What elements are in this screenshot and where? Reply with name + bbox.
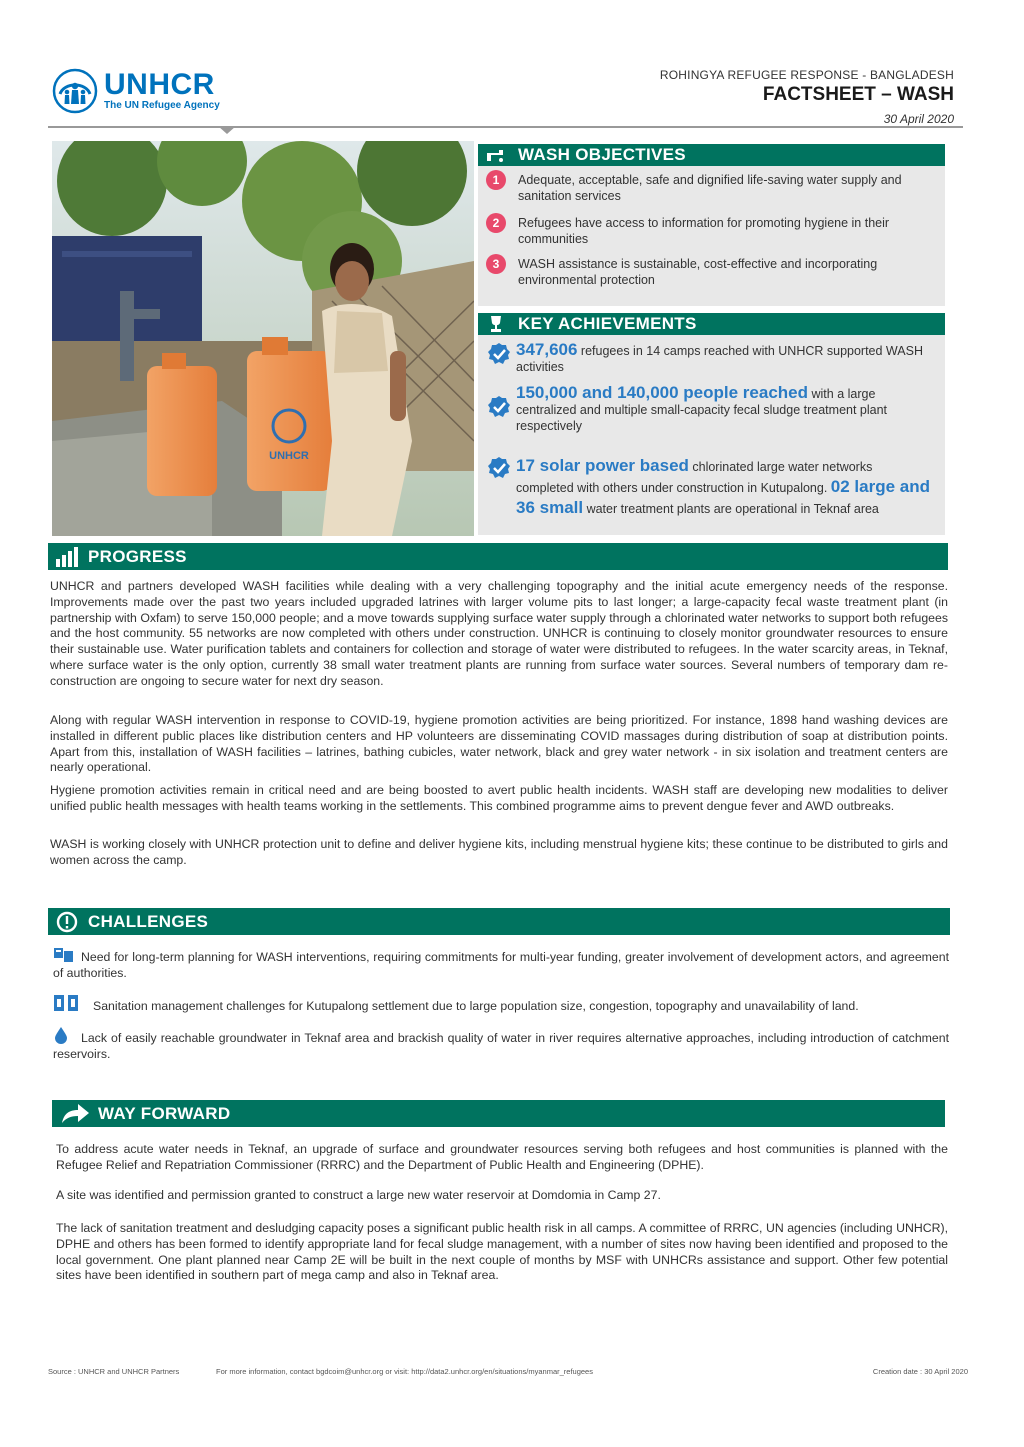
achievement-highlight: 150,000 and 140,000 people reached <box>516 383 809 402</box>
achievement-highlight-2: 02 large and 36 small <box>516 477 930 517</box>
wash-objectives-panel <box>478 144 945 306</box>
header-divider <box>48 126 963 128</box>
unhcr-logo <box>52 68 232 114</box>
page-title: FACTSHEET – WASH <box>762 84 954 105</box>
wash-objectives-heading: WASH OBJECTIVES <box>518 145 686 164</box>
challenges-section-header <box>48 908 950 935</box>
objective-item <box>486 172 935 204</box>
objective-number: 1 <box>486 170 506 190</box>
objective-text: Refugees have access to information for promoting hygiene in their communities <box>518 216 890 246</box>
way-forward-paragraph: The lack of sanitation treatment and desludging capacity poses a significant public health risk in all camps. A committee of RRRC, UN agencies (including UNHCR), DPHE and others has been formed to identify appropriate land for fecal sludge management, with a number of sites now having been identified and proposed to the local government. One plant planned near Camp 2E will be built in the next couple of months by MSF with UNHCRs assistance and support. Other few potential sites have been identified in southern part of mega camp and also in Teknaf area. <box>56 1221 948 1283</box>
achievement-text: refugees in 14 camps reached with UNHCR supported WASH activities <box>516 344 923 374</box>
key-achievements-panel <box>478 313 945 535</box>
progress-paragraph: Hygiene promotion activities remain in critical need and are being boosted to avert public health incidents. WASH staff are developing new modalities to deliver unified public health messages with health teams working in the settlements. This combined programme aims to prevent dengue fever and AWD outbreaks. <box>50 783 948 813</box>
forward-arrow-icon <box>60 1103 90 1125</box>
objective-text: WASH assistance is sustainable, cost-effective and incorporating environmental protection <box>518 257 878 287</box>
wash-objectives-header <box>478 144 945 166</box>
water-drop-icon <box>53 1026 75 1042</box>
planning-icon <box>53 947 75 963</box>
achievement-item <box>486 385 931 434</box>
cover-photo-illustration <box>52 141 474 536</box>
check-badge-icon <box>486 342 514 375</box>
challenge-item <box>53 1026 949 1063</box>
challenge-item <box>53 947 949 982</box>
challenge-item <box>53 994 949 1015</box>
tap-icon <box>484 146 508 164</box>
challenge-text: Sanitation management challenges for Kutupalong settlement due to large population size, congestion, topography and unavailability of land. <box>93 999 859 1013</box>
objective-text: Adequate, acceptable, safe and dignified life-saving water supply and sanitation services <box>518 173 902 203</box>
alert-icon <box>54 911 80 933</box>
progress-paragraph: WASH is working closely with UNHCR protection unit to define and deliver hygiene kits, including menstrual hygiene kits; these continue to be distributed to girls and women across the camp. <box>50 837 948 867</box>
challenge-text: Need for long-term planning for WASH interventions, requiring commitments for multi-year funding, greater involvement of development actors, and agreement of authorities. <box>53 950 949 980</box>
achievement-highlight: 17 solar power based <box>516 456 689 475</box>
jerrycan-logo-text: UNHCR <box>269 450 309 462</box>
progress-paragraph: UNHCR and partners developed WASH facilities while dealing with a very challenging topography and the initial acute emergency needs of the response. Improvements made over the past two years included upgraded latrines with larger volume pits to last longer; a large-capacity fecal waste treatment plant (in partnership with Oxfam) to serve 150,000 people; and a move towards supplying surface water supply through a chlorinated water networks to support both refugees and the host community. 55 networks are now completed with others under construction. UNHCR is continuing to closely monitor groundwater resources to ensure their sustainable use. Water purification tablets and containers for collection and storage of water were distributed to refugees. In the water scarcity areas, in Teknaf, where surface water is the only option, currently 38 small water treatment plants are running from surface water sources. Several numbers of temporary dam re-construction are ongoing to secure water for next dry season. <box>50 579 948 688</box>
objective-item <box>486 256 935 288</box>
challenges-heading: CHALLENGES <box>88 911 209 931</box>
progress-paragraph: Along with regular WASH intervention in response to COVID-19, hygiene promotion activities are being prioritized. For instance, 1898 hand washing devices are installed in different public places like distribution centers and HP volunteers are disseminating COVID massages during distribution of soap at distribution points. Apart from this, installation of WASH facilities – latrines, bathing cubicles, water network, black and grey water network - in six isolation and treatment centers are nearly operational. <box>50 713 948 775</box>
logo-tagline: The UN Refugee Agency <box>104 100 220 111</box>
header-kicker: ROHINGYA REFUGEE RESPONSE - BANGLADESH <box>659 68 954 82</box>
objective-number: 3 <box>486 254 506 274</box>
header-divider-notch <box>218 126 236 134</box>
header-block <box>660 68 954 126</box>
achievement-text: with a large centralized and multiple small-capacity fecal sludge treatment plant respectively <box>516 387 888 433</box>
achievement-item <box>486 456 931 519</box>
achievement-text: chlorinated large water networks completed with others under construction in Kutupalong. <box>516 460 873 495</box>
way-forward-paragraph: A site was identified and permission granted to construct a large new water reservoir at Domdomia in Camp 27. <box>56 1188 661 1202</box>
achievement-highlight: 347,606 <box>516 340 578 359</box>
way-forward-heading: WAY FORWARD <box>98 1103 231 1123</box>
achievement-text-2: water treatment plants are operational in Teknaf area <box>583 502 879 516</box>
objective-number: 2 <box>486 213 506 233</box>
logo-name: UNHCR <box>104 68 215 101</box>
progress-section-header <box>48 543 948 570</box>
key-achievements-heading: KEY ACHIEVEMENTS <box>518 314 697 333</box>
progress-heading: PROGRESS <box>88 546 187 566</box>
header-date: 30 April 2020 <box>883 112 954 126</box>
bar-chart-icon <box>54 546 80 568</box>
trophy-icon <box>484 315 508 333</box>
latrine-icon <box>53 994 87 1010</box>
way-forward-paragraph: To address acute water needs in Teknaf, an upgrade of surface and groundwater resources serving both refugees and host communities is planned with the Refugee Relief and Repatriation Commissioner (RRRC) and the Department of Public Health and Engineering (DPHE). <box>56 1142 948 1172</box>
footer-contact: For more information, contact bgdcoim@unhcr.org or visit: http://data2.unhcr.org/en/situations/myanmar_refugees <box>216 1367 593 1376</box>
achievement-item <box>486 342 931 375</box>
footer-creation-date: Creation date : 30 April 2020 <box>872 1367 968 1376</box>
unhcr-emblem-icon <box>52 68 98 114</box>
check-badge-icon <box>486 385 514 434</box>
challenge-text: Lack of easily reachable groundwater in Teknaf area and brackish quality of water in river requires alternative approaches, including introduction of catchment reservoirs. <box>53 1031 949 1061</box>
cover-photo <box>52 141 474 536</box>
check-badge-icon <box>486 456 514 519</box>
key-achievements-header <box>478 313 945 335</box>
footer-source: Source : UNHCR and UNHCR Partners <box>48 1367 180 1376</box>
way-forward-section-header <box>52 1100 945 1127</box>
objective-item <box>486 215 935 247</box>
